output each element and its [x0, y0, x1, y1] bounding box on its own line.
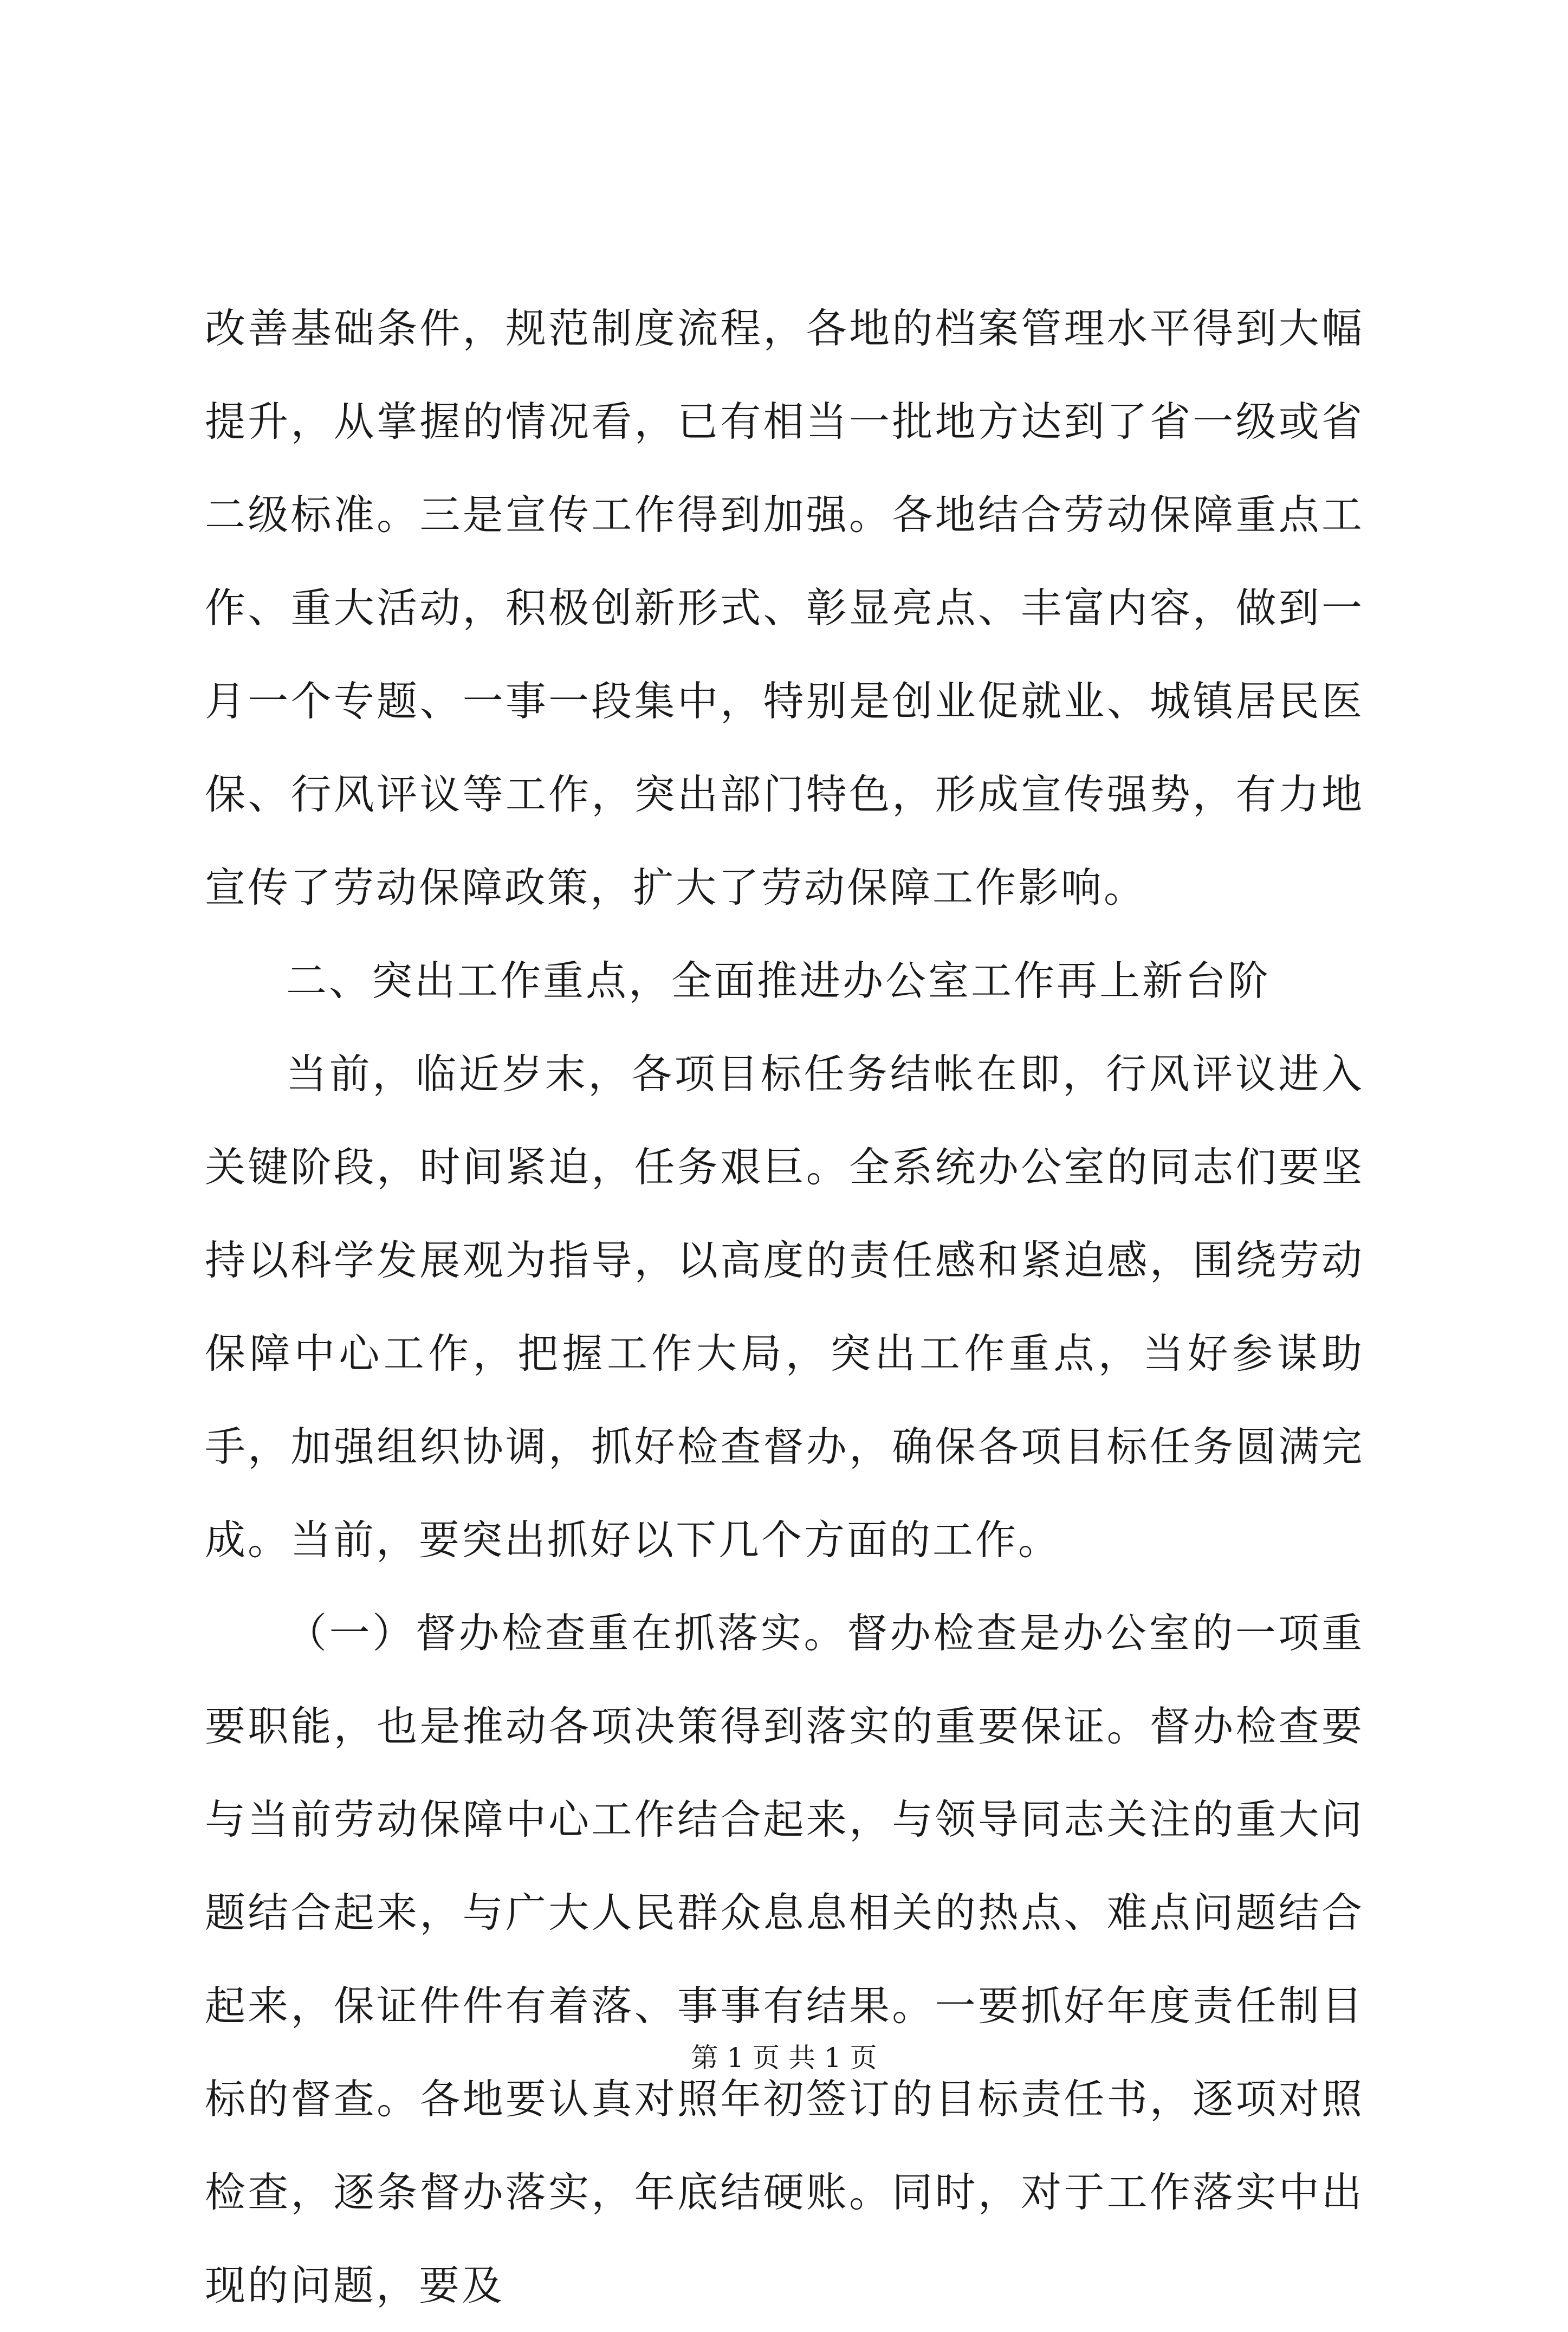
- paragraph-supervision-inspection: （一）督办检查重在抓落实。督办检查是办公室的一项重要职能，也是推动各项决策得到落实的重要保证。督办检查要与当前劳动保障中心工作结合起来，与领导同志关注的重大问题结合起来，与广大人民群众息息相关的热点、难点问题结合起来，保证件件有着落、事事有结果。一要抓好年度责任制目标的督查。各地要认真对照年初签订的目标责任书，逐项对照检查，逐条督办落实，年底结硬账。同时，对于工作落实中出现的问题，要及: [205, 1609, 1364, 2309]
- page-footer: [0, 2042, 1568, 2074]
- paragraph-current-tasks: 当前，临近岁末，各项目标任务结帐在即，行风评议进入关键阶段，时间紧迫，任务艰巨。全系统办公室的同志们要坚持以科学发展观为指导，以高度的责任感和紧迫感，围绕劳动保障中心工作，把握工作大局，突出工作重点，当好参谋助手，加强组织协调，抓好检查督办，确保各项目标任务圆满完成。当前，要突出抓好以下几个方面的工作。: [205, 1050, 1364, 1564]
- page-number-label: 第 1 页 共 1 页: [691, 2042, 877, 2074]
- section-heading-two: 二、突出工作重点，全面推进办公室工作再上新台阶: [286, 957, 1271, 1005]
- document-body: [205, 282, 1364, 2332]
- paragraph-archive-publicity: 改善基础条件，规范制度流程，各地的档案管理水平得到大幅提升，从掌握的情况看，已有相当一批地方达到了省一级或省二级标准。三是宣传工作得到加强。各地结合劳动保障重点工作、重大活动，积极创新形式、彰显亮点、丰富内容，做到一月一个专题、一事一段集中，特别是创业促就业、城镇居民医保、行风评议等工作，突出部门特色，形成宣传强势，有力地宣传了劳动保障政策，扩大了劳动保障工作影响。: [205, 305, 1364, 911]
